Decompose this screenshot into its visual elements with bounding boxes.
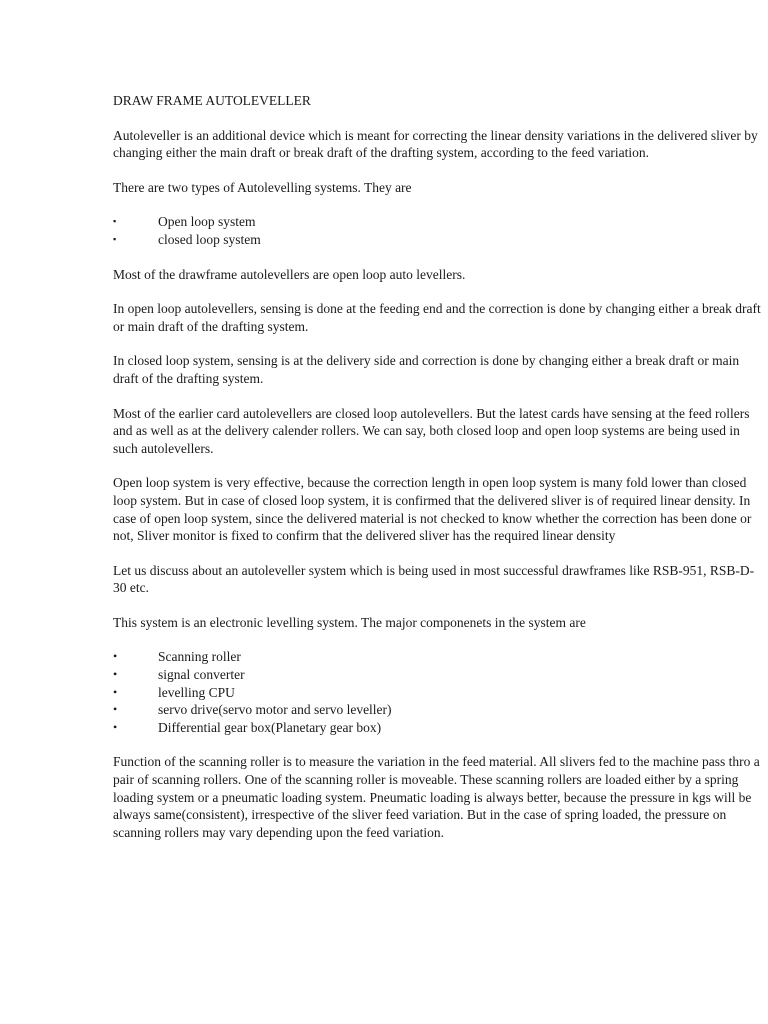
paragraph-components: This system is an electronic levelling system. The major componenets in the system are — [113, 614, 586, 630]
square-bullet-icon: ▪ — [113, 233, 117, 244]
round-bullet-icon: • — [113, 719, 118, 734]
paragraph-closed-loop: In closed loop system, sensing is at the delivery side and correction is done by changing either a break draft or main draft of the drafting system. — [113, 353, 740, 386]
list-item: ▪ closed loop system — [113, 231, 261, 247]
square-bullet-icon: ▪ — [113, 216, 117, 227]
paragraph-scanning-roller: Function of the scanning roller is to measure the variation in the feed material. All slivers fed to the machine pass thro a pair of scanning rollers. One of the scanning roller is moveable. These scanning rollers are loaded either by a spring loading system or a pneumatic loading system. Pneumatic loading is always better, because the pressure in kgs will be always same(consistent), irrespective of the sliver feed variation. But in the case of spring loaded, the pressure on scanning rollers may vary depending upon the feed variation. — [113, 754, 760, 840]
list-item: • levelling CPU — [113, 684, 235, 700]
paragraph-open-loop: In open loop autolevellers, sensing is done at the feeding end and the correction is done by changing either a break draft or main draft of the drafting system. — [113, 301, 761, 334]
types-list — [113, 213, 765, 248]
list-item: • servo drive(servo motor and servo leveller) — [113, 702, 392, 718]
round-bullet-icon: • — [113, 684, 118, 699]
list-item: • Differential gear box(Planetary gear box) — [113, 719, 382, 735]
paragraph-types: There are two types of Autolevelling systems. They are — [113, 179, 412, 195]
paragraph-comparison: Open loop system is very effective, because the correction length in open loop system is many fold lower than closed loop system. But in case of closed loop system, it is confirmed that the delivered sliver is of required linear density. In case of open loop system, since the delivered material is not checked to know whether the correction has been done or not, Sliver monitor is fixed to confirm that the delivered sliver has the required linear density — [113, 475, 752, 544]
document-title: DRAW FRAME AUTOLEVELLER — [113, 93, 311, 108]
list-item: • signal converter — [113, 667, 245, 683]
paragraph-discussion: Let us discuss about an autoleveller system which is being used in most successful drawframes like RSB-951, RSB-D-30 etc. — [113, 562, 755, 596]
list-item: • Scanning roller — [113, 649, 241, 665]
list-item: ▪ Open loop system — [113, 214, 256, 230]
paragraph-card-autolevellers: Most of the earlier card autolevellers are closed loop autolevellers. But the latest cards have sensing at the feed rollers and as well as at the delivery calender rollers. We can say, both closed loop and open loop systems are being used in such autolevellers. — [113, 405, 750, 456]
round-bullet-icon: • — [113, 702, 118, 717]
paragraph-open-loop-common: Most of the drawframe autolevellers are open loop auto levellers. — [113, 266, 466, 282]
paragraph-intro: Autoleveller is an additional device which is meant for correcting the linear density variations in the delivered sliver by changing either the main draft or break draft of the drafting system, according to the feed variation. — [113, 127, 758, 161]
components-list — [113, 648, 765, 736]
round-bullet-icon: • — [113, 667, 118, 682]
document-page — [113, 92, 765, 858]
round-bullet-icon: • — [113, 649, 118, 664]
